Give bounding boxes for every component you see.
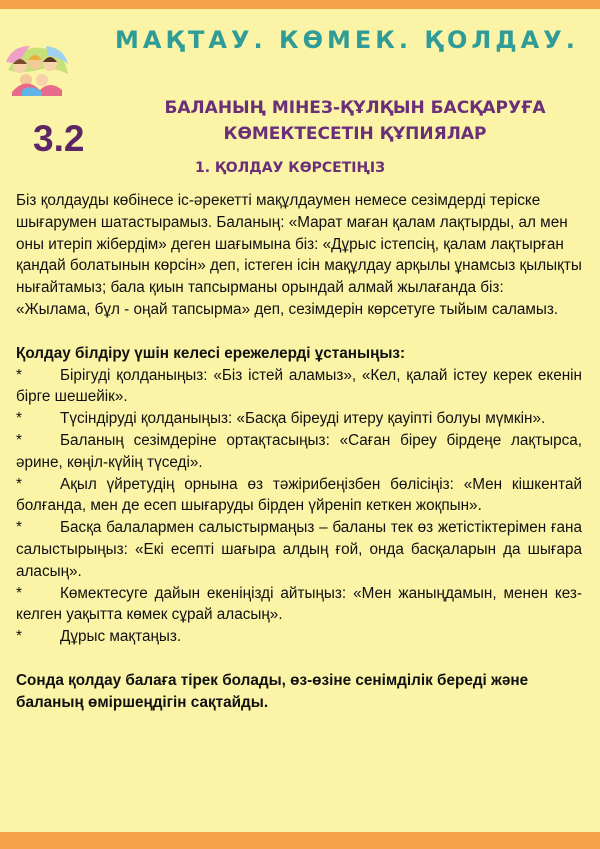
rule-item	[16, 430, 582, 474]
rule-item	[16, 408, 582, 430]
article-body	[16, 190, 582, 714]
rule-item	[16, 626, 582, 648]
rules-heading: Қолдау білдіру үшін келесі ережелерді ұстаныңыз:	[16, 344, 406, 362]
conclusion-paragraph: Сонда қолдау балаға тірек болады, өз-өзіне сенімділік береді және баланың өміршеңдігін сақтайды.	[16, 671, 529, 711]
rule-item	[16, 583, 582, 627]
bottom-accent-bar	[0, 832, 600, 849]
section-subtitle: 1. ҚОЛДАУ КӨРСЕТІҢІЗ	[195, 160, 386, 176]
rule-item	[16, 517, 582, 582]
top-accent-bar	[0, 0, 600, 9]
rule-item	[16, 474, 582, 518]
bullet-marker: *	[16, 431, 22, 449]
children-logo-icon	[2, 40, 72, 96]
bullet-marker: *	[16, 410, 22, 428]
title-line-1: БАЛАНЫҢ МІНЕЗ-ҚҰЛҚЫН БАСҚАРУҒА	[164, 98, 546, 118]
rule-text: Басқа балалармен салыстырмаңыз – баланы тек өз жетістіктерімен ғана салыстырыңыз: «Екі есепті шағыра алдың ғой, онда басқаларын да шығара аласың».	[16, 519, 582, 580]
section-number: 3.2	[33, 118, 85, 159]
rule-text: Дұрыс мақтаңыз.	[60, 628, 182, 646]
rule-item	[16, 365, 582, 409]
rules-list	[16, 365, 582, 648]
bullet-marker: *	[16, 584, 22, 602]
page-title	[120, 95, 590, 147]
rule-text: Ақыл үйретудің орнына өз тәжірибеңізбен бөлісіңіз: «Мен кішкентай болғанда, мен де есеп шығаруды бірден үйреніп кеткен жоқпын».	[16, 475, 582, 515]
rule-text: Баланың сезімдеріне ортақтасыңыз: «Саған біреу бірдеңе лақтырса, әрине, көңіл-күйің түседі».	[16, 431, 582, 471]
bullet-marker: *	[16, 628, 22, 646]
title-line-2: КӨМЕКТЕСЕТІН ҚҰПИЯЛАР	[223, 124, 487, 144]
rule-text: Түсіндіруді қолданыңыз: «Басқа біреуді итеру қауіпті болуы мүмкін».	[60, 410, 546, 428]
rule-text: Бірігуді қолданыңыз: «Біз істей аламыз», «Кел, қалай істеу керек екенін бірге шешейік».	[16, 366, 582, 406]
page-banner: МАҚТАУ. КӨМЕК. ҚОЛДАУ.	[115, 26, 579, 54]
intro-paragraph: Біз қолдауды көбінесе іс-әрекетті мақұлдаумен немесе сезімдерді теріске шығарумен шатастырамыз. Баланың: «Марат маған қалам лақтырды, ал мен оны итеріп жібердім» деген шағымына біз: «Дұрыс істепсің, қалам лақтырған қандай болатынын көрсін» деп, істеген ісін мақұлдау арқылы ұнамсыз қылықты нығайтамыз; бала қиын тапсырманы орындай алмай жылағанда біз: «Жылама, бұл - оңай тапсырма» деп, сезімдерін көрсетуге тыйым саламыз.	[16, 192, 582, 318]
bullet-marker: *	[16, 475, 22, 493]
rule-text: Көмектесуге дайын екеніңізді айтыңыз: «Мен жаныңдамын, менен кез-келген уақытта көмек сұрай аласың».	[16, 584, 582, 624]
bullet-marker: *	[16, 366, 22, 384]
bullet-marker: *	[16, 519, 22, 537]
